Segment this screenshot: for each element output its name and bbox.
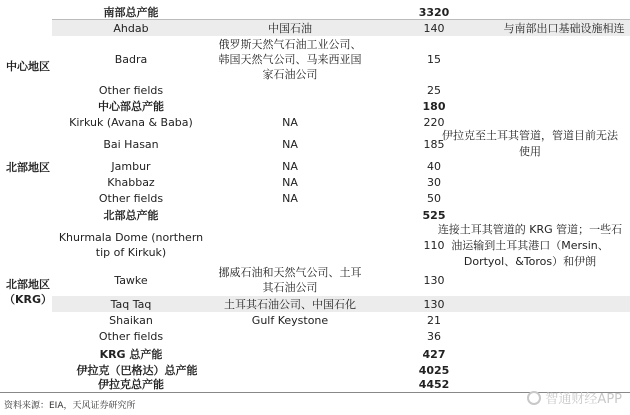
field-cell: Badra — [114, 52, 148, 66]
table-row — [52, 328, 630, 344]
note-cell: 与南部出口基础设施相连 — [503, 21, 625, 35]
field-cell: Kirkuk (Avana & Baba) — [69, 115, 193, 129]
table-row — [52, 362, 630, 378]
production-cell: 21 — [427, 313, 441, 327]
company-cell: 土耳其石油公司、中国石化 — [224, 297, 356, 311]
company-cell: 挪威石油和天然气公司、土耳其石油公司 — [218, 266, 362, 294]
field-cell: Shaikan — [109, 313, 153, 327]
watermark-logo-icon — [527, 391, 541, 405]
production-cell: 185 — [423, 137, 445, 151]
production-cell: 25 — [427, 83, 441, 97]
field-cell: KRG 总产能 — [99, 347, 163, 361]
field-cell: Taq Taq — [110, 297, 152, 311]
company-cell: NA — [282, 175, 298, 189]
source-note: 资料来源：EIA，天风证券研究所 — [4, 401, 136, 411]
field-cell: Other fields — [98, 83, 164, 97]
company-cell: 中国石油 — [268, 21, 312, 35]
production-cell: 140 — [423, 21, 445, 35]
production-cell: 130 — [423, 297, 445, 311]
watermark-text: 智通财经APP — [545, 392, 622, 407]
production-cell: 40 — [427, 159, 441, 173]
table-row — [52, 346, 630, 362]
table-row — [52, 158, 630, 174]
production-cell: 4025 — [418, 363, 450, 377]
production-cell: 180 — [422, 99, 446, 113]
field-cell: 南部总产能 — [103, 5, 159, 19]
field-cell: Jambur — [111, 159, 151, 173]
production-cell: 130 — [423, 273, 445, 287]
field-cell: 北部总产能 — [103, 208, 159, 222]
watermark — [527, 388, 622, 407]
region-label-krg-line1: 北部地区 — [6, 278, 50, 291]
company-cell: 俄罗斯天然气石油工业公司、韩国天然气公司、马来西亚国家石油公司 — [218, 37, 362, 81]
production-cell: 30 — [427, 175, 441, 189]
field-cell: Ahdab — [113, 21, 149, 35]
field-cell: Other fields — [98, 191, 164, 205]
note-krg: 连接土耳其管道的 KRG 管道；一些石油运输到土耳其港口（Mersin、Dortyol、&Toros）和伊朗 — [437, 223, 623, 268]
company-cell — [210, 226, 370, 264]
production-cell: 4452 — [418, 378, 450, 391]
table-row — [52, 296, 630, 312]
company-cell — [210, 82, 370, 98]
company-cell — [210, 377, 370, 392]
production-cell: 3320 — [418, 5, 450, 19]
table-row — [52, 82, 630, 98]
region-label-krg — [0, 277, 56, 307]
field-cell: 中心部总产能 — [98, 99, 164, 113]
region-label-central: 中心地区 — [6, 60, 50, 73]
field-cell: Khabbaz — [107, 175, 155, 189]
production-cell: 525 — [422, 208, 446, 222]
production-cell: 36 — [427, 329, 441, 343]
field-cell: Khurmala Dome (northern tip of Kirkuk) — [58, 231, 204, 259]
company-cell — [210, 346, 370, 362]
field-cell: Other fields — [98, 329, 164, 343]
company-cell — [210, 328, 370, 344]
company-cell — [210, 206, 370, 224]
company-cell: Gulf Keystone — [251, 313, 329, 327]
note-north: 伊拉克至土耳其管道，管道目前无法使用 — [442, 129, 618, 158]
table-row — [52, 98, 630, 114]
table-row — [52, 4, 630, 20]
table-row — [52, 190, 630, 206]
field-cell: Bai Hasan — [103, 137, 159, 151]
production-cell: 427 — [422, 347, 446, 361]
company-cell — [210, 98, 370, 114]
company-cell — [222, 362, 370, 378]
company-cell: NA — [282, 191, 298, 205]
company-cell: NA — [282, 137, 298, 151]
table-row — [52, 174, 630, 190]
production-cell: 50 — [427, 191, 441, 205]
field-cell: 伊拉克总产能 — [98, 378, 164, 391]
company-cell — [210, 4, 370, 20]
table-row — [52, 36, 630, 82]
region-label-north: 北部地区 — [6, 161, 50, 174]
production-cell: 15 — [427, 52, 441, 66]
field-cell: 伊拉克（巴格达）总产能 — [76, 363, 198, 377]
table-row — [52, 312, 630, 328]
production-cell: 220 — [423, 115, 445, 129]
table-row — [52, 20, 630, 36]
production-cell: 110 — [423, 238, 445, 252]
region-label-krg-line2: （KRG） — [3, 293, 53, 306]
company-cell: NA — [282, 115, 298, 129]
field-cell: Tawke — [114, 273, 148, 287]
company-cell: NA — [282, 159, 298, 173]
